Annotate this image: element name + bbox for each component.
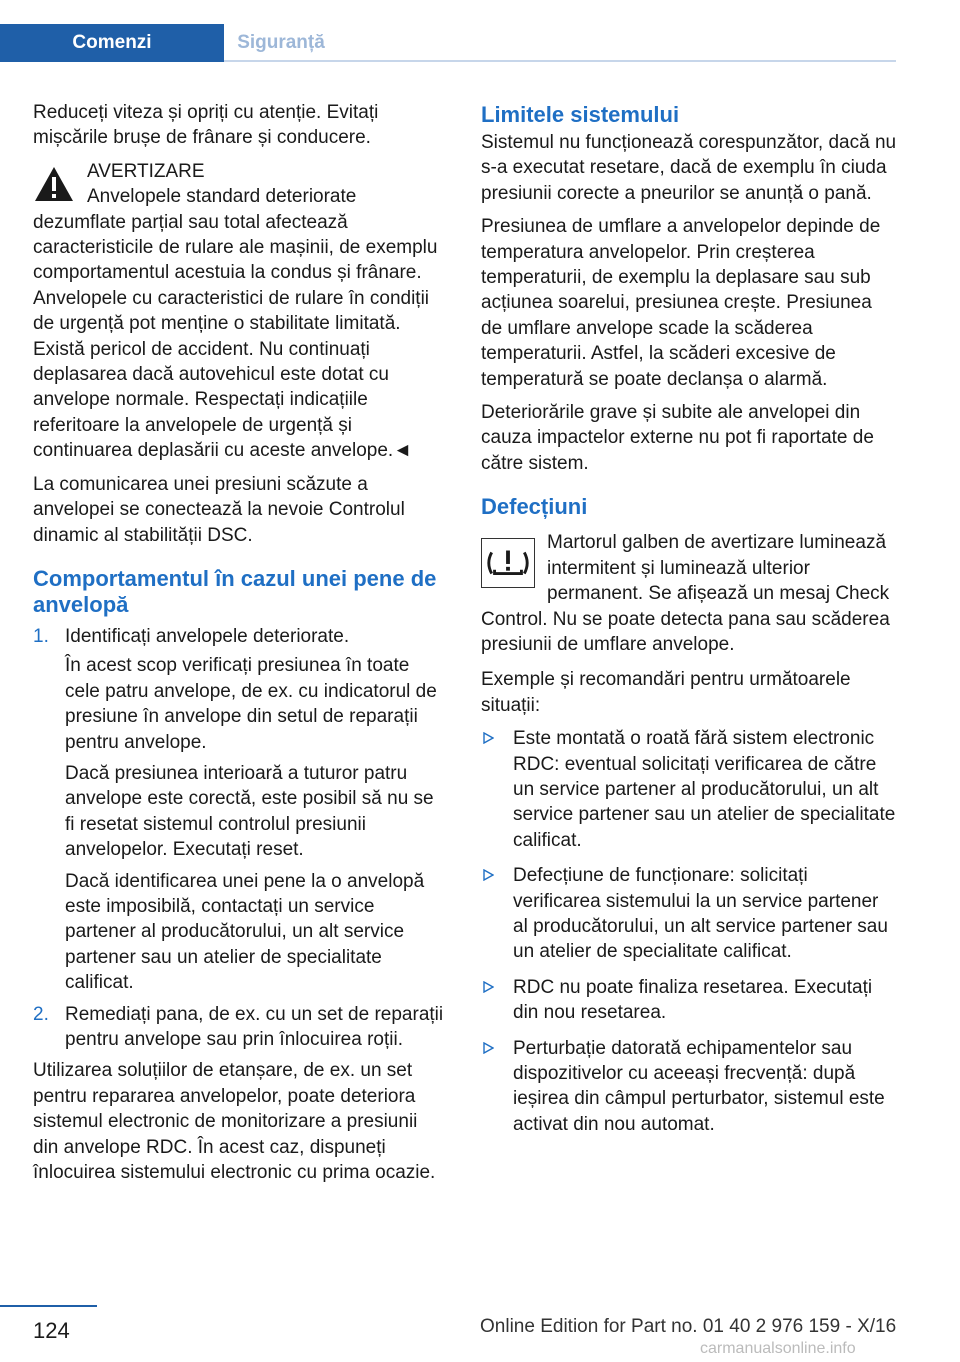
dsc-text: La comunicarea unei presiuni scăzute a anvelopei se conectează la nevoie Controlul dinamic al stabilității DSC. — [33, 473, 405, 546]
list-item — [481, 726, 897, 853]
tire-pressure-warning-icon — [481, 538, 535, 588]
step-number: 1. — [33, 625, 49, 647]
triangle-bullet-icon — [483, 732, 494, 744]
step-sub: Dacă presiunea interioară a tuturor patru anvelope este corectă, este posibil să nu se fi resetat sistemul controlul presiunii anvelopelor. Executați reset. — [65, 762, 434, 861]
step-text: Identificați anvelopele deteriorate. — [65, 625, 350, 647]
list-item-text: Este montată o roată fără sistem electronic RDC: eventual solicitați verificarea de către un service partener al producătorului, un alt service partener sau un atelier de specialitate calificat. — [513, 728, 896, 851]
list-item — [481, 863, 897, 965]
page-number: 124 — [33, 1318, 70, 1343]
step-text: Remediați pana, de ex. cu un set de reparații pentru anvelope sau prin înlocuirea roții. — [65, 1003, 444, 1050]
step-2 — [33, 1002, 447, 1053]
section-heading-faults: Defecțiuni — [481, 494, 588, 520]
list-item-text: Perturbație datorată echipamentelor sau dispozitivelor cu aceeași frecvență: după ieșirea din câmpul perturbator, sistemul este activat din nou automat. — [513, 1037, 885, 1135]
header-tabs — [0, 24, 896, 62]
limits-paragraph-3: Deteriorările grave și subite ale anvelopei din cauza impactelor externe nu pot fi raportate de către sistem. — [481, 402, 874, 474]
limits-paragraph-1: Sistemul nu funcționează corespunzător, dacă nu s-a executat resetare, dacă de exemplu în ciuda presiunii corecte a pneurilor se anunță o pană. — [481, 132, 897, 204]
list-item-text: RDC nu poate finaliza resetarea. Executați din nou resetarea. — [513, 976, 873, 1024]
triangle-bullet-icon — [483, 1042, 494, 1054]
step-sub: Dacă identificarea unei pene la o anvelopă este imposibilă, contactați un service partener al producătorului, un alt service partener sau un atelier de specialitate calificat. — [65, 870, 425, 994]
warning-block — [33, 159, 447, 464]
right-column — [481, 100, 897, 1147]
warning-title: AVERTIZARE — [87, 160, 205, 182]
steps-list — [33, 624, 447, 1053]
watermark: carmanualsonline.info — [700, 1340, 856, 1357]
section-heading-flat-tire: Comportamentul în cazul unei pene de anvelopă — [33, 565, 437, 617]
tab-comenzi[interactable]: Comenzi — [0, 24, 224, 62]
tab-rule — [224, 60, 896, 62]
step-1 — [33, 624, 447, 996]
triangle-bullet-icon — [483, 869, 494, 881]
edition-text: Online Edition for Part no. 01 40 2 976 159 - X/16 — [480, 1316, 897, 1337]
section-heading-limits: Limitele sistemului — [481, 102, 680, 127]
warning-body: Anvelopele standard deteriorate dezumflate parțial sau total afectează caracteristicile de rulare ale mașinii, de exemplu comportamentul acestuia la condus și frânare. Anvelopele cu caracteristici de rulare în condiții de urgență pot menține o stabilitate limitată. Există pericol de accident. Nu continuați deplasarea dacă autovehicul este dotat cu anvelope normale. Respectați indicațiile referitoare la anvelopele de urgență și continuarea deplasării cu aceste anvelope.◄ — [33, 186, 438, 462]
step-number: 2. — [33, 1003, 49, 1025]
faults-block — [481, 530, 897, 657]
list-item — [481, 1036, 897, 1138]
warning-triangle-icon — [33, 165, 75, 203]
faults-text: Martorul galben de avertizare luminează intermitent și luminează ulterior permanent. Se afișează un mesaj Check Control. Nu se poate detecta pana sau scăderea presiunii de umflare anvelope. — [481, 532, 890, 655]
examples-list — [481, 726, 897, 1137]
list-item-text: Defecțiune de funcționare: solicitați verificarea sistemului la un service partener al producătorului, un alt service partener sau un atelier de specialitate calificat. — [513, 865, 888, 963]
tab-siguranta[interactable]: Siguranță — [237, 32, 325, 53]
closing-text: Utilizarea soluțiilor de etanșare, de ex. un set pentru repararea anvelopelor, poate deteriora sistemul electronic de monitorizare a presiunii din anvelope RDC. În acest caz, dispuneți înlocuirea sistemului electronic cu prima ocazie. — [33, 1060, 436, 1184]
step-sub: În acest scop verificați presiunea în toate cele patru anvelope, de ex. cu indicatorul de presiune în anvelope din setul de reparații pentru anvelope. — [65, 655, 437, 753]
footer-rule — [0, 1305, 97, 1307]
list-item — [481, 975, 897, 1026]
triangle-bullet-icon — [483, 981, 494, 993]
examples-intro: Exemple și recomandări pentru următoarele situații: — [481, 669, 851, 716]
intro-text: Reduceți viteza și opriți cu atenție. Evitați mișcările brușe de frânare și conducere. — [33, 102, 379, 149]
limits-paragraph-2: Presiunea de umflare a anvelopelor depinde de temperatura anvelopelor. Prin creșterea temperaturii, de exemplu la deplasare sau sub acțiunea soarelui, presiunea crește. Presiunea de umflare anvelope scade la scăderea temperaturii. Astfel, la scăderi excesive de temperatură se poate declanșa o alarmă. — [481, 216, 881, 390]
left-column — [33, 100, 447, 1193]
